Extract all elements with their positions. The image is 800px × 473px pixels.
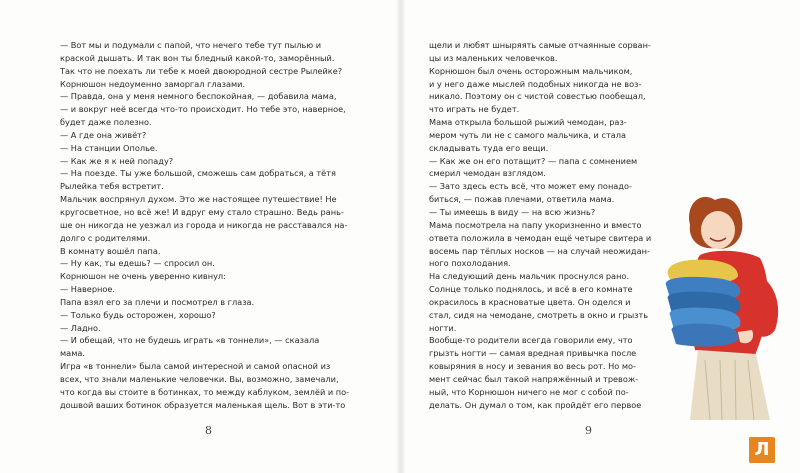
text-line: Корнюшон недоуменно заморгал глазами. [60,78,246,89]
text-line: складывать туда его вещи. [429,142,549,153]
text-line: ногти. [429,322,457,333]
text-line: никало. Поэтому он с чистой совестью пообещал, [429,91,646,102]
text-line: восемь пар тёплых носков — на случай неожидан- [429,245,650,256]
text-line: долго с родителями. [60,232,151,243]
text-line: мент сейчас был такой напряжённый и тревож- [429,373,639,384]
text-line: цы из маленьких человечков. [429,52,558,63]
text-line: Корнюшон был очень осторожным мальчиком, [429,65,633,76]
text-line: биться, — пожав плечами, ответила мама. [429,194,615,205]
text-line: — Зато здесь есть всё, что может ему понадо- [429,181,632,192]
text-line: Мама открыла большой рыжий чемодан, раз- [429,117,627,128]
text-line: Мальчик воспрянул духом. Это же настоящее путешествие! Не [60,194,337,205]
mother-carrying-sweaters-icon [660,180,800,420]
text-line: Солнце только поднялось, и всё в его комнате [429,284,633,295]
text-line: ного похолодания. [429,258,511,269]
text-line: Вообще-то родители всегда говорили ему, что [429,335,633,346]
text-line: — Ты имеешь в виду — на всю жизнь? [429,206,596,217]
text-line: — На поезде. Ты уже большой, сможешь сам добраться, а тётя [60,168,336,179]
text-line: будет даже полезно. [60,117,152,128]
text-line: всех, что знали маленькие человечки. Вы, возможно, замечали, [60,373,339,384]
text-line: щели и любят шныряять самые отчаянные сорван- [429,40,651,50]
text-line: — И обещай, что не будешь играть «в тоннели», — сказала [60,335,320,346]
text-line: Рылейка тебя встретит. [60,181,164,192]
text-line: ответа положила в чемодан ещё четыре свитера и [429,232,652,243]
text-line: В комнату вошёл папа. [60,245,161,256]
text-line: что играть не будет. [429,104,520,115]
text-line: — Ладно. [60,322,101,333]
text-line: Мама посмотрела на папу укоризненно и вместо [429,219,642,230]
text-line: ный, что Корнюшон ничего не мог с собой по- [429,386,629,397]
text-line: — Ну как, ты едешь? — спросил он. [60,258,215,269]
text-line: — Как же он его потащит? — папа с сомнением [429,155,638,166]
text-line: кругосветное, но всё же! И вдруг ему стало страшно. Ведь рань- [60,206,344,217]
text-line: Папа взял его за плечи и посмотрел в глаза. [60,296,255,307]
text-line: — Только будь осторожен, хорошо? [60,309,216,320]
left-page-number: 8 [205,424,212,437]
text-line: — А где она живёт? [60,129,147,140]
text-line: — Как же я к ней попаду? [60,155,174,166]
text-line: стал, сидя на чемодане, смотреть в окно и грызть [429,309,649,320]
text-line: ше он никогда не уезжал из города и никогда не расставался на- [60,219,348,230]
book-gutter [396,0,406,473]
text-line: смерил чемодан взглядом. [429,168,546,179]
text-line: окрасилось в красноватые цвета. Он оделся и [429,296,631,307]
text-line: На следующий день мальчик проснулся рано. [429,271,630,282]
text-line: Так что не поехать ли тебе к моей двоюродной сестре Рылейке? [60,65,343,76]
text-line: что когда вы стоите в ботинках, то между каблуком, землёй и по- [60,386,350,397]
text-line: дошвой ваших ботинок образуется маленькая щель. Вот в эти-то [60,399,346,410]
text-line: — и вокруг неё всегда что-то происходит. Но тебе это, наверное, [60,104,346,115]
text-line: мама. [60,348,85,359]
text-line: краской дышать. И так вон ты бледный какой-то, заморённый. [60,52,335,63]
text-line: Игра «в тоннели» была самой интересной и самой опасной из [60,361,331,372]
text-line: — Вот мы и подумали с папой, что нечего тебе тут пылью и [60,40,322,50]
text-line: — Правда, она у меня немного беспокойная, — добавила мама, [60,91,337,102]
left-page-text [60,39,376,411]
text-line: и у него даже мыслей подобных никогда не воз- [429,78,642,89]
text-line: грызть ногти — самая вредная привычка после [429,348,637,359]
text-line: делать. Он думал о том, как пройдёт его первое [429,399,642,410]
right-page-number: 9 [585,424,592,437]
text-line: ковыряния в носу и зевания во весь рот. Но мо- [429,361,636,372]
text-line: — Наверное. [60,284,116,295]
text-line: мером чуть ли не с самого мальчика, и стала [429,129,626,140]
text-line: — На станции Опольe. [60,142,158,153]
text-line: Корнюшон не очень уверенно кивнул: [60,271,226,282]
publisher-logo-icon: Л [749,437,775,463]
